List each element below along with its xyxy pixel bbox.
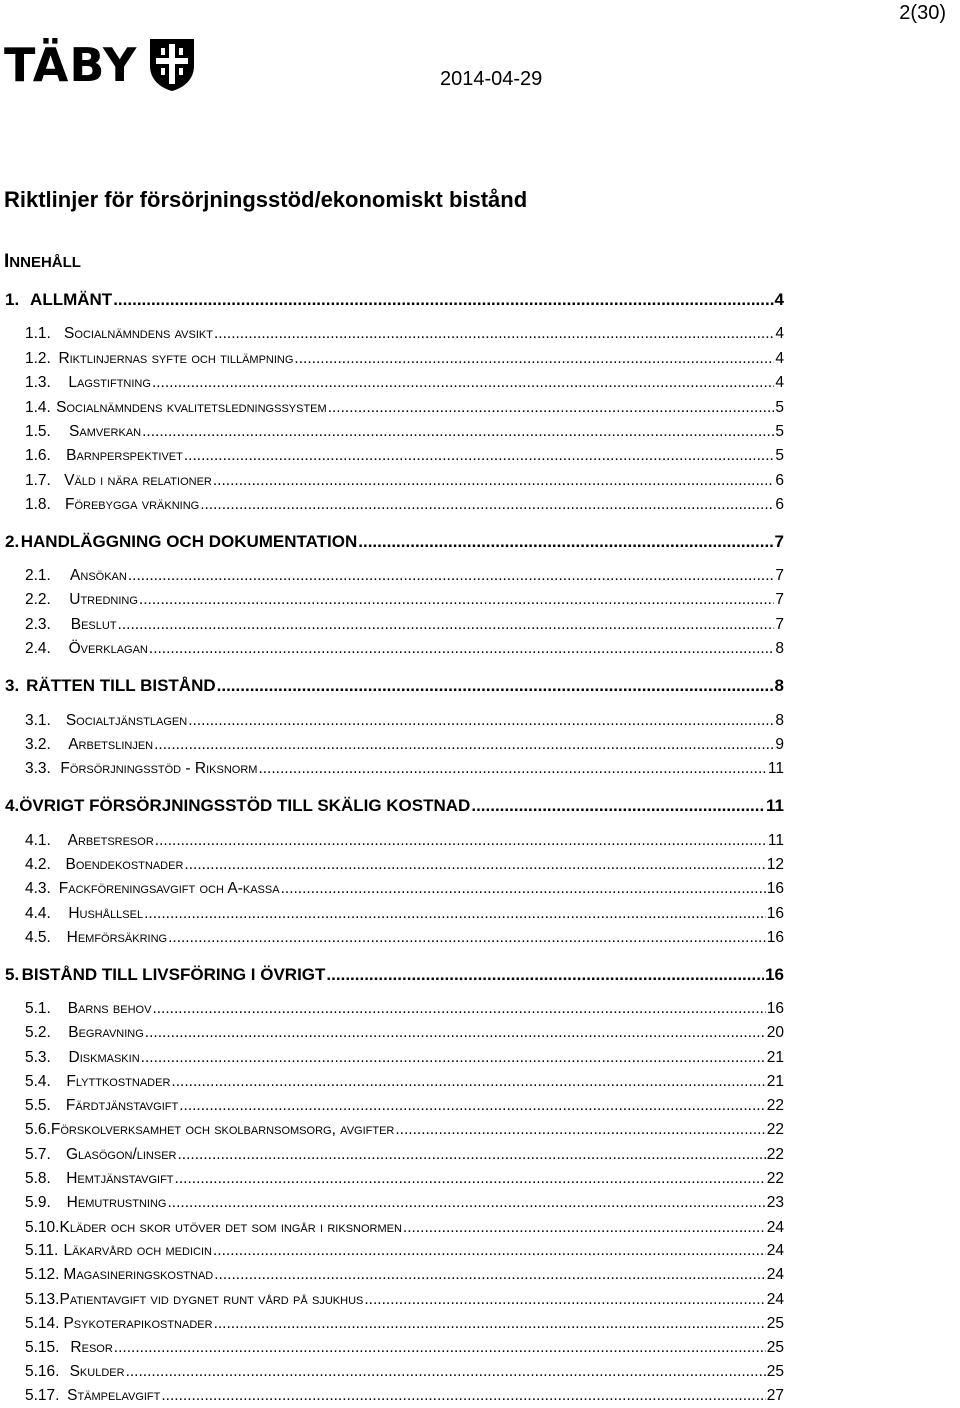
toc-entry-number: 1.3. bbox=[25, 374, 51, 391]
toc-entry-number: 1.1. bbox=[25, 325, 51, 342]
toc-entry-page: 11 bbox=[767, 760, 784, 777]
toc-entry-number: 2. bbox=[5, 532, 20, 551]
toc-entry-number: 5.9. bbox=[25, 1194, 51, 1211]
toc-entry-number: 3.3. bbox=[25, 760, 51, 777]
toc-entry-number: 5.12. bbox=[25, 1266, 60, 1283]
toc-dot-leader bbox=[200, 496, 774, 514]
document-date: 2014-04-29 bbox=[440, 68, 543, 90]
toc-entry-page: 20 bbox=[766, 1024, 784, 1041]
toc-entry-page: 4 bbox=[775, 350, 784, 367]
toc-entry-number: 2.1. bbox=[25, 567, 51, 584]
toc-entry-label: Lagstiftning bbox=[68, 374, 151, 391]
toc-dot-leader bbox=[214, 1315, 766, 1333]
toc-dot-leader bbox=[179, 1097, 766, 1115]
toc-heading-rest: NNEHÅLL bbox=[9, 254, 81, 271]
toc-dot-leader bbox=[126, 1363, 766, 1381]
toc-entry-page: 23 bbox=[766, 1194, 784, 1211]
toc-entry-label: Diskmaskin bbox=[68, 1049, 140, 1066]
document-title: Riktlinjer för försörjningsstöd/ekonomiskt bistånd bbox=[4, 187, 528, 212]
toc-entry-page: 5 bbox=[775, 423, 784, 440]
toc-entry-number: 5.15. bbox=[25, 1339, 60, 1356]
toc-entry-page: 22 bbox=[766, 1146, 784, 1163]
toc-dot-leader bbox=[214, 325, 774, 343]
toc-subsection-entry[interactable] bbox=[25, 1194, 784, 1212]
toc-subsection-entry[interactable] bbox=[25, 591, 784, 609]
toc-entry-page: 16 bbox=[765, 965, 784, 984]
toc-entry-number: 5.17. bbox=[25, 1387, 60, 1404]
toc-subsection-entry[interactable] bbox=[25, 1219, 784, 1237]
toc-subsection-entry[interactable] bbox=[25, 496, 784, 514]
toc-entry-page: 16 bbox=[766, 880, 784, 897]
toc-entry-page: 8 bbox=[775, 712, 784, 729]
toc-section-entry[interactable] bbox=[5, 676, 784, 696]
toc-entry-number: 5. bbox=[5, 965, 20, 984]
toc-subsection-entry[interactable] bbox=[25, 616, 784, 634]
toc-entry-label: Barns behov bbox=[67, 1000, 152, 1017]
toc-section-entry[interactable] bbox=[5, 796, 784, 816]
toc-entry-page: 6 bbox=[775, 496, 784, 513]
toc-subsection-entry[interactable] bbox=[25, 447, 784, 465]
toc-subsection-entry[interactable] bbox=[25, 712, 784, 730]
toc-entry-page: 9 bbox=[775, 736, 784, 753]
toc-entry-number: 4.4. bbox=[25, 905, 51, 922]
toc-entry-label: RÄTTEN TILL BISTÅND bbox=[26, 676, 216, 695]
toc-entry-label: ALLMÄNT bbox=[30, 290, 113, 309]
toc-entry-number: 5.2. bbox=[25, 1024, 51, 1041]
toc-subsection-entry[interactable] bbox=[25, 1387, 784, 1405]
toc-entry-page: 7 bbox=[775, 567, 784, 584]
toc-subsection-entry[interactable] bbox=[25, 856, 784, 874]
toc-section-entry[interactable] bbox=[5, 532, 784, 552]
logo-text: TÄBY bbox=[4, 38, 138, 92]
toc-entry-page: 7 bbox=[775, 591, 784, 608]
toc-entry-page: 24 bbox=[766, 1242, 784, 1259]
page-number: 2(30) bbox=[899, 2, 946, 24]
toc-subsection-entry[interactable] bbox=[25, 567, 784, 585]
toc-entry-page: 24 bbox=[766, 1266, 784, 1283]
toc-entry-label: Arbetslinjen bbox=[68, 736, 154, 753]
toc-dot-leader bbox=[281, 880, 766, 898]
toc-entry-number: 2.3. bbox=[25, 616, 51, 633]
toc-dot-leader bbox=[214, 1266, 766, 1284]
toc-entry-label: Socialnämndens avsikt bbox=[64, 325, 213, 342]
toc-entry-number: 5.1. bbox=[25, 1000, 51, 1017]
toc-subsection-entry[interactable] bbox=[25, 1049, 784, 1067]
toc-entry-page: 11 bbox=[766, 796, 784, 815]
toc-entry-number: 5.3. bbox=[25, 1049, 51, 1066]
toc-entry-label: Magasineringskostnad bbox=[63, 1266, 214, 1283]
toc-subsection-entry[interactable] bbox=[25, 1315, 784, 1333]
toc-entry-page: 22 bbox=[766, 1097, 784, 1114]
toc-dot-leader bbox=[403, 1219, 766, 1237]
toc-subsection-entry[interactable] bbox=[25, 905, 784, 923]
toc-entry-page: 21 bbox=[766, 1049, 784, 1066]
toc-dot-leader bbox=[155, 832, 767, 850]
toc-entry-page: 21 bbox=[766, 1073, 784, 1090]
toc-entry-page: 27 bbox=[766, 1387, 784, 1404]
toc-dot-leader bbox=[294, 350, 774, 368]
toc-entry-page: 12 bbox=[766, 856, 784, 873]
taby-shield-icon bbox=[149, 38, 195, 92]
toc-entry-label: Färdtjänstavgift bbox=[65, 1097, 179, 1114]
toc-dot-leader bbox=[184, 447, 775, 465]
toc-subsection-entry[interactable] bbox=[25, 374, 784, 392]
toc-entry-number: 1.5. bbox=[25, 423, 51, 440]
toc-subsection-entry[interactable] bbox=[25, 1000, 784, 1018]
toc-dot-leader bbox=[213, 472, 775, 490]
toc-dot-leader bbox=[128, 567, 775, 585]
toc-entry-number: 1.8. bbox=[25, 496, 51, 513]
toc-subsection-entry[interactable] bbox=[25, 640, 784, 658]
toc-entry-label: Arbetsresor bbox=[67, 832, 154, 849]
toc-entry-number: 5.7. bbox=[25, 1146, 51, 1163]
toc-entry-page: 8 bbox=[774, 676, 784, 695]
toc-dot-leader bbox=[141, 1049, 766, 1067]
toc-dot-leader bbox=[145, 1024, 766, 1042]
toc-subsection-entry[interactable] bbox=[25, 1146, 784, 1164]
toc-subsection-entry[interactable] bbox=[25, 736, 784, 754]
toc-entry-page: 25 bbox=[766, 1363, 784, 1380]
toc-entry-label: Socialnämndens kvalitetsledningssystem bbox=[56, 399, 327, 416]
toc-dot-leader bbox=[326, 965, 764, 985]
toc-entry-number: 4.2. bbox=[25, 856, 51, 873]
toc-section-entry[interactable] bbox=[5, 965, 784, 985]
toc-entry-label: Läkarvård och medicin bbox=[63, 1242, 212, 1259]
toc-entry-number: 5.14. bbox=[25, 1315, 60, 1332]
toc-entry-number: 2.2. bbox=[25, 591, 51, 608]
toc-dot-leader bbox=[184, 856, 765, 874]
toc-entry-number: 4.1. bbox=[25, 832, 51, 849]
toc-entry-label: Glasögon/linser bbox=[65, 1146, 177, 1163]
toc-entry-number: 3.2. bbox=[25, 736, 51, 753]
toc-dot-leader bbox=[188, 712, 774, 730]
toc-subsection-entry[interactable] bbox=[25, 423, 784, 441]
toc-entry-page: 4 bbox=[775, 325, 784, 342]
toc-entry-label: Beslut bbox=[70, 616, 117, 633]
toc-entry-label: HANDLÄGGNING OCH DOKUMENTATION bbox=[20, 532, 358, 551]
toc-heading-initial: I bbox=[4, 251, 10, 272]
toc-entry-number: 5.5. bbox=[25, 1097, 51, 1114]
toc-entry-number: 5.11. bbox=[25, 1242, 59, 1259]
toc-dot-leader bbox=[114, 1339, 766, 1357]
toc-dot-leader bbox=[149, 640, 774, 658]
toc-dot-leader bbox=[167, 1194, 765, 1212]
toc-dot-leader bbox=[113, 290, 773, 310]
toc-entry-label: Ansökan bbox=[70, 567, 127, 584]
toc-entry-number: 2.4. bbox=[25, 640, 51, 657]
toc-dot-leader bbox=[118, 616, 775, 634]
toc-entry-number: 5.8. bbox=[25, 1170, 51, 1187]
toc-entry-page: 5 bbox=[775, 399, 784, 416]
toc-dot-leader bbox=[358, 532, 773, 552]
toc-subsection-entry[interactable] bbox=[25, 1024, 784, 1042]
toc-entry-number: 5.13. bbox=[25, 1291, 60, 1308]
toc-entry-page: 8 bbox=[775, 640, 784, 657]
toc-entry-page: 6 bbox=[775, 472, 784, 489]
toc-dot-leader bbox=[217, 676, 774, 696]
toc-dot-leader bbox=[152, 374, 774, 392]
toc-entry-number: 1.6. bbox=[25, 447, 51, 464]
toc-entry-page: 25 bbox=[766, 1339, 784, 1356]
toc-dot-leader bbox=[328, 399, 775, 417]
toc-entry-label: Riktlinjernas syfte och tillämpning bbox=[58, 350, 294, 367]
toc-entry-page: 11 bbox=[767, 832, 784, 849]
toc-entry-label: Försörjningsstöd - Riksnorm bbox=[60, 760, 258, 777]
toc-entry-label: Fackföreningsavgift och A-kassa bbox=[58, 880, 280, 897]
toc-entry-number: 5.10. bbox=[25, 1219, 60, 1236]
toc-entry-label: Förebygga vräkning bbox=[65, 496, 200, 513]
taby-logo bbox=[4, 38, 195, 92]
toc-dot-leader bbox=[142, 423, 774, 441]
toc-entry-label: Hushållsel bbox=[68, 905, 144, 922]
toc-subsection-entry[interactable] bbox=[25, 1073, 784, 1091]
toc-entry-number: 1.7. bbox=[25, 472, 51, 489]
toc-entry-label: Resor bbox=[70, 1339, 113, 1356]
toc-subsection-entry[interactable] bbox=[25, 760, 784, 778]
toc-entry-page: 16 bbox=[766, 929, 784, 946]
toc-entry-page: 7 bbox=[775, 616, 784, 633]
toc-entry-number: 1.4. bbox=[25, 399, 51, 416]
toc-entry-number: 4. bbox=[5, 796, 20, 815]
toc-entry-number: 5.6. bbox=[25, 1121, 51, 1138]
toc-entry-label: BISTÅND TILL LIVSFÖRING I ÖVRIGT bbox=[21, 965, 326, 984]
toc-entry-label: Boendekostnader bbox=[65, 856, 184, 873]
toc-subsection-entry[interactable] bbox=[25, 350, 784, 368]
toc-entry-page: 24 bbox=[766, 1291, 784, 1308]
toc-entry-label: Hemförsäkring bbox=[66, 929, 168, 946]
toc-dot-leader bbox=[171, 1073, 765, 1091]
toc-entry-page: 22 bbox=[766, 1121, 784, 1138]
toc-entry-number: 1. bbox=[5, 290, 20, 309]
toc-dot-leader bbox=[175, 1170, 766, 1188]
toc-dot-leader bbox=[161, 1387, 765, 1405]
toc-subsection-entry[interactable] bbox=[25, 1339, 784, 1357]
toc-entry-number: 1.2. bbox=[25, 350, 51, 367]
toc-entry-page: 5 bbox=[775, 447, 784, 464]
toc-subsection-entry[interactable] bbox=[25, 832, 784, 850]
toc-subsection-entry[interactable] bbox=[25, 325, 784, 343]
toc-subsection-entry[interactable] bbox=[25, 1242, 784, 1260]
toc-entry-label: Väld i nära relationer bbox=[64, 472, 212, 489]
toc-entry-label: Socialtjänstlagen bbox=[65, 712, 188, 729]
toc-entry-label: Kläder och skor utöver det som ingår i riksnormen bbox=[59, 1219, 402, 1236]
toc-subsection-entry[interactable] bbox=[25, 1266, 784, 1284]
toc-dot-leader bbox=[168, 929, 766, 947]
toc-dot-leader bbox=[213, 1242, 766, 1260]
toc-entry-page: 7 bbox=[774, 532, 784, 551]
toc-entry-number: 5.16. bbox=[25, 1363, 60, 1380]
toc-dot-leader bbox=[144, 905, 766, 923]
toc-entry-label: Psykoterapikostnader bbox=[63, 1315, 213, 1332]
toc-entry-page: 25 bbox=[766, 1315, 784, 1332]
toc-entry-page: 22 bbox=[766, 1170, 784, 1187]
toc-subsection-entry[interactable] bbox=[25, 1291, 784, 1309]
toc-dot-leader bbox=[139, 591, 774, 609]
toc-dot-leader bbox=[364, 1291, 765, 1309]
toc-entry-number: 3. bbox=[5, 676, 20, 695]
toc-entry-number: 4.5. bbox=[25, 929, 51, 946]
toc-dot-leader bbox=[395, 1121, 765, 1139]
toc-entry-label: Stämpelavgift bbox=[67, 1387, 161, 1404]
toc-entry-label: Överklagan bbox=[68, 640, 148, 657]
toc-entry-label: Utredning bbox=[69, 591, 138, 608]
toc-subsection-entry[interactable] bbox=[25, 1097, 784, 1115]
toc-entry-page: 4 bbox=[774, 290, 784, 309]
toc-entry-label: Förskolverksamhet och skolbarnsomsorg, avgifter bbox=[50, 1121, 395, 1138]
toc-entry-number: 4.3. bbox=[25, 880, 51, 897]
toc-section-entry[interactable] bbox=[5, 290, 784, 310]
toc-entry-page: 16 bbox=[766, 1000, 784, 1017]
toc-entry-label: Hemtjänstavgift bbox=[66, 1170, 174, 1187]
toc-entry-number: 3.1. bbox=[25, 712, 51, 729]
toc-dot-leader bbox=[152, 1000, 765, 1018]
toc-entry-label: ÖVRIGT FÖRSÖRJNINGSSTÖD TILL SKÄLIG KOSTNAD bbox=[19, 796, 471, 815]
toc-entry-label: Samverkan bbox=[69, 423, 142, 440]
toc-entry-label: Hemutrustning bbox=[66, 1194, 167, 1211]
toc-subsection-entry[interactable] bbox=[25, 472, 784, 490]
toc-dot-leader bbox=[154, 736, 774, 754]
toc-entry-label: Flyttkostnader bbox=[66, 1073, 171, 1090]
toc-entry-page: 4 bbox=[775, 374, 784, 391]
toc-subsection-entry[interactable] bbox=[25, 929, 784, 947]
toc-entry-label: Skulder bbox=[69, 1363, 125, 1380]
toc-entry-page: 24 bbox=[766, 1219, 784, 1236]
toc-dot-leader bbox=[471, 796, 765, 816]
toc-subsection-entry[interactable] bbox=[25, 1363, 784, 1381]
toc-dot-leader bbox=[258, 760, 766, 778]
toc-entry-label: Begravning bbox=[68, 1024, 144, 1041]
toc-heading bbox=[4, 251, 81, 273]
toc-subsection-entry[interactable] bbox=[25, 399, 784, 417]
toc-entry-page: 16 bbox=[766, 905, 784, 922]
toc-subsection-entry[interactable] bbox=[25, 1170, 784, 1188]
toc-entry-number: 5.4. bbox=[25, 1073, 51, 1090]
toc-dot-leader bbox=[178, 1146, 766, 1164]
toc-entry-label: Barnperspektivet bbox=[66, 447, 183, 464]
toc-subsection-entry[interactable] bbox=[25, 880, 784, 898]
toc-entry-label: Patientavgift vid dygnet runt vård på sjukhus bbox=[59, 1291, 364, 1308]
toc-subsection-entry[interactable] bbox=[25, 1121, 784, 1139]
